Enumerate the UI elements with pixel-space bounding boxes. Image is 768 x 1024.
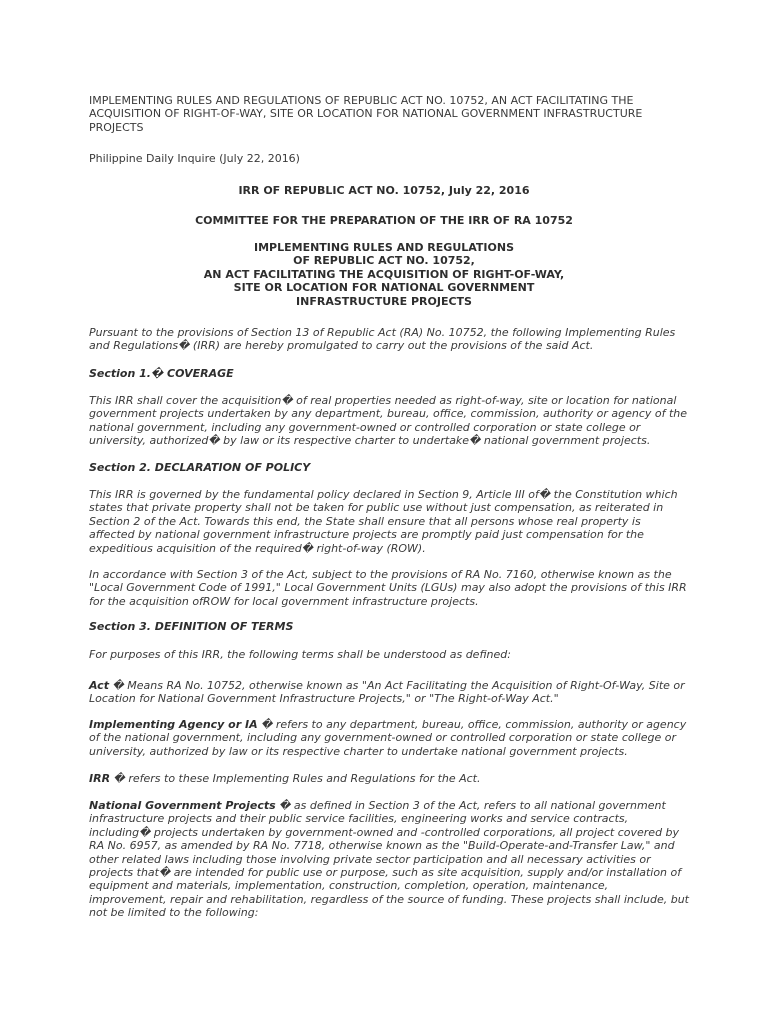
preamble-paragraph: Pursuant to the provisions of Section 13 of Republic Act (RA) No. 10752, the following Implementing Rules and Regulations� (IRR) are hereby promulgated to carry out the provisions of the said Act. bbox=[89, 326, 676, 353]
document-title: IMPLEMENTING RULES AND REGULATIONS OF REPUBLIC ACT NO. 10752, AN ACT FACILITATING THE ACQUISITION OF RIGHT-OF-WAY, SITE OR LOCATION FOR NATIONAL GOVERNMENT INFRASTRUCTURE PROJECTS bbox=[89, 94, 643, 134]
definition-text: � Means RA No. 10752, otherwise known as "An Act Facilitating the Acquisition of Right-Of-Way, Site or Location for National Government Infrastructure Projects," or "The Right-of-Way Act." bbox=[89, 679, 685, 706]
source-line: Philippine Daily Inquire (July 22, 2016) bbox=[89, 152, 300, 165]
definition-text: � refers to any department, bureau, office, commission, authority or agency of the national government, including any government-owned or controlled corporation or state college or university, authorized by law or its respective charter to undertake national government projects. bbox=[89, 718, 687, 758]
definition-text: � as defined in Section 3 of the Act, refers to all national government infrastructure projects and their public service facilities, engineering works and service contracts, including� projects undertaken by government-owned and -controlled corporations, all project covered by RA No. 6957, as amended by RA No. 7718, otherwise known as the "Build-Operate-and-Transfer Law," and other related laws including those involving private sector participation and all necessary activities or projects that� are intended for public use or purpose, such as site acquisition, supply and/or installation of equipment and materials, implementation, construction, completion, operation, maintenance, improvement, repair and rehabilitation, regardless of the source of funding. These projects shall include, but not be limited to the following: bbox=[89, 799, 689, 920]
definition-term: IRR bbox=[89, 772, 111, 785]
definition-text: � refers to these Implementing Rules and Regulations for the Act. bbox=[110, 772, 481, 785]
main-heading-line: OF REPUBLIC ACT NO. 10752, bbox=[293, 254, 475, 268]
main-heading-line: SITE OR LOCATION FOR NATIONAL GOVERNMENT bbox=[233, 281, 535, 295]
section-3-heading: Section 3. DEFINITION OF TERMS bbox=[89, 620, 294, 633]
definition-national-government-projects bbox=[89, 799, 689, 920]
main-heading-line: INFRASTRUCTURE PROJECTS bbox=[296, 294, 472, 308]
section-2-paragraph-1: This IRR is governed by the fundamental policy declared in Section 9, Article III of� the Constitution which states that private property shall not be taken for public use without just compensation, as reiterated in Section 2 of the Act. Towards this end, the State shall ensure that all persons whose real property is affected by national government infrastructure projects are promptly paid just compensation for the expeditious acquisition of the required� right-of-way (ROW). bbox=[89, 488, 678, 555]
section-1-heading: Section 1.� COVERAGE bbox=[89, 367, 234, 380]
definition-implementing-agency bbox=[89, 718, 689, 758]
definition-act bbox=[89, 679, 689, 706]
main-heading-line: IMPLEMENTING RULES AND REGULATIONS bbox=[254, 241, 514, 254]
definition-irr bbox=[89, 772, 689, 785]
definition-term: Act bbox=[89, 679, 109, 692]
section-2-paragraph-2: In accordance with Section 3 of the Act, subject to the provisions of RA No. 7160, otherwise known as the "Local Government Code of 1991," Local Government Units (LGUs) may also adopt the provisions of this IRR for the acquisition ofROW for local government infrastructure projects. bbox=[89, 568, 687, 608]
committee-heading: COMMITTEE FOR THE PREPARATION OF THE IRR OF RA 10752 bbox=[195, 214, 573, 227]
definition-term: Implementing Agency or IA bbox=[89, 718, 258, 731]
irr-heading: IRR OF REPUBLIC ACT NO. 10752, July 22, 2016 bbox=[238, 184, 530, 197]
main-heading-line: AN ACT FACILITATING THE ACQUISITION OF RIGHT-OF-WAY, bbox=[203, 267, 565, 281]
section-2-heading: Section 2. DECLARATION OF POLICY bbox=[89, 461, 311, 474]
section-1-paragraph: This IRR shall cover the acquisition� of real properties needed as right-of-way, site or location for national government projects undertaken by any department, bureau, office, commission, authority or agency of the national government, including any government-owned or controlled corporation or state college or university, authorized� by law or its respective charter to undertake� national government projects. bbox=[89, 394, 688, 448]
main-heading bbox=[89, 241, 679, 308]
definition-term: National Government Projects bbox=[89, 799, 276, 812]
section-3-intro: For purposes of this IRR, the following terms shall be understood as defined: bbox=[89, 648, 511, 661]
